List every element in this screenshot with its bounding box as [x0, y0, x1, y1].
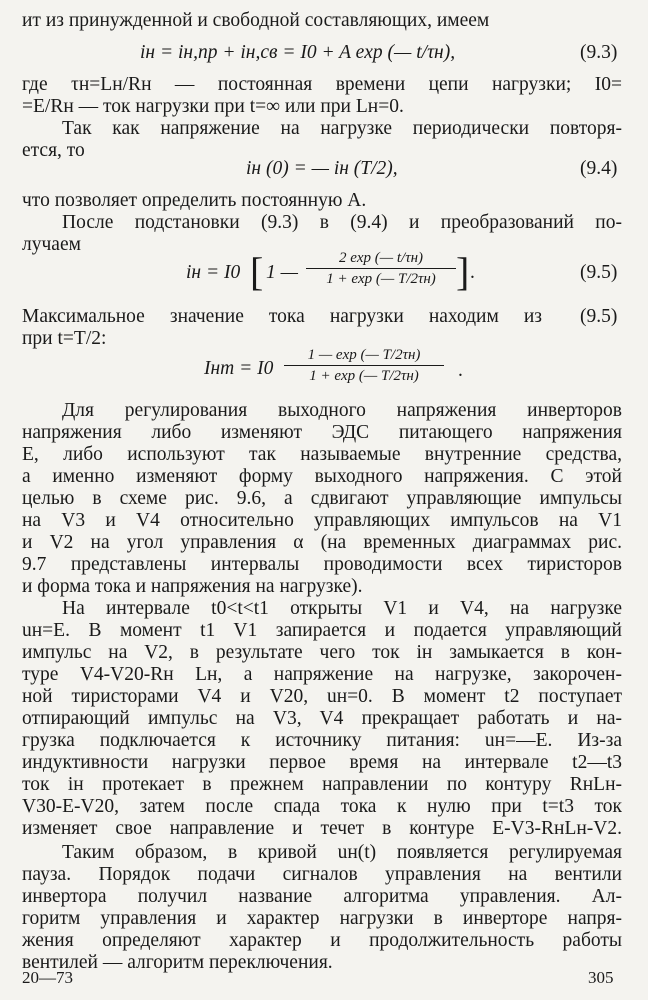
text-line: и V2 на угол управления α (на временных диаграммах рис.	[22, 532, 622, 553]
text-line: а именно изменяют форму выходного напряжения. С этой	[22, 466, 622, 487]
text-line: V30-E-V20, затем после спада тока к нулю при t=t3 ток	[22, 796, 622, 817]
equation-number: (9.3)	[580, 42, 618, 63]
text-line: что позволяет определить постоянную A.	[22, 190, 367, 211]
left-bracket: [	[250, 249, 264, 294]
text-line: Для регулирования выходного напряжения инверторов	[62, 400, 622, 421]
fraction	[284, 346, 444, 385]
equation-number: (9.4)	[580, 158, 618, 179]
text-line: Таким образом, в кривой uн(t) появляется регулируемая	[62, 842, 622, 863]
text-line: напряжения либо изменяют ЭДС питающего напряжения	[22, 422, 622, 443]
text-line: где τн=Lн/Rн — постоянная времени цепи нагрузки; I0=	[22, 74, 622, 95]
text-line: ток iн протекает в прежнем направлении по контуру RнLн-	[22, 774, 622, 795]
numerator: 2 exp (— t/τн)	[338, 250, 424, 266]
text-line: грузка подключается к источнику питания: uн=—E. Из-за	[22, 730, 622, 751]
equation-9-3: iн = iн,пр + iн,св = I0 + A exp (— t/τн),	[140, 42, 456, 63]
text-line: =E/Rн — ток нагрузки при t=∞ или при Lн=0.	[22, 96, 404, 117]
text-line: На интервале t0<t<t1 открыты V1 и V4, на нагрузке	[62, 598, 622, 619]
denominator: 1 + exp (— T/2τн)	[309, 368, 419, 384]
text-line: пауза. Порядок подачи сигналов управления на вентили	[22, 864, 622, 885]
text-line: целью в схеме рис. 9.6, a сдвигают управляющие импульсы	[22, 488, 622, 509]
text-line: ит из принужденной и свободной составляющих, имеем	[22, 10, 490, 31]
equation-imax-lhs: Iнm = I0	[204, 358, 274, 379]
text-line: и форма тока и напряжения на нагрузке).	[22, 576, 363, 597]
text-line: 9.7 представлены интервалы проводимости всех тиристоров	[22, 554, 622, 575]
text-line: индуктивности нагрузки первое время на интервале t2—t3	[22, 752, 622, 773]
text-line: После подстановки (9.3) в (9.4) и преобразований по-	[62, 212, 622, 233]
equation-9-4: iн (0) = — iн (T/2),	[246, 158, 398, 179]
text-line: изменяет свое направление и течет в контуре E-V3-RнLн-V2.	[22, 818, 622, 839]
text-line: отпирающий импульс на V3, V4 прекращает работать и на-	[22, 708, 622, 729]
text-line: инвертора получил название алгоритма управления. Ал-	[22, 886, 622, 907]
equation-number: (9.5)	[580, 262, 618, 283]
fraction	[306, 249, 456, 288]
text-line: E, либо используют так называемые внутренние средства,	[22, 444, 622, 465]
text-line: жения определяют характер и продолжительность работы	[22, 930, 622, 951]
text-line: при t=T/2:	[22, 328, 107, 349]
text-line: вентилей — алгоритм переключения.	[22, 952, 333, 973]
fraction-bar	[284, 365, 444, 366]
equation-9-5-lhs: iн = I0	[186, 262, 241, 283]
equation-reference: (9.5)	[580, 306, 618, 327]
text-line: импульс на V2, в результате чего ток iн замыкается в кон-	[22, 642, 622, 663]
signature-mark: 20—73	[22, 968, 73, 987]
text-line: лучаем	[22, 234, 81, 255]
page-number: 305	[588, 968, 614, 987]
text-line: ется, то	[22, 140, 85, 161]
text-line: ной тиристорами V4 и V20, uн=0. В момент t2 поступает	[22, 686, 622, 707]
numerator: 1 — exp (— T/2τн)	[307, 347, 421, 363]
text-line: туре V4-V20-Rн Lн, а напряжение на нагрузке, закорочен-	[22, 664, 622, 685]
right-bracket: ]	[456, 249, 470, 294]
fraction-bar	[306, 268, 456, 269]
text-line: Максимальное значение тока нагрузки находим из	[22, 306, 542, 327]
text-line: горитм управления и характер нагрузки в инверторе напря-	[22, 908, 622, 929]
text-line: Так как напряжение на нагрузке периодически повторя-	[62, 118, 622, 139]
period: .	[458, 360, 463, 381]
period: .	[470, 262, 475, 283]
text-line: uн=E. В момент t1 V1 запирается и подается управляющий	[22, 620, 622, 641]
equation-9-5-one: 1 —	[266, 262, 298, 283]
text-line: на V3 и V4 относительно управляющих импульсов на V1	[22, 510, 622, 531]
denominator: 1 + exp (— T/2τн)	[326, 271, 436, 287]
